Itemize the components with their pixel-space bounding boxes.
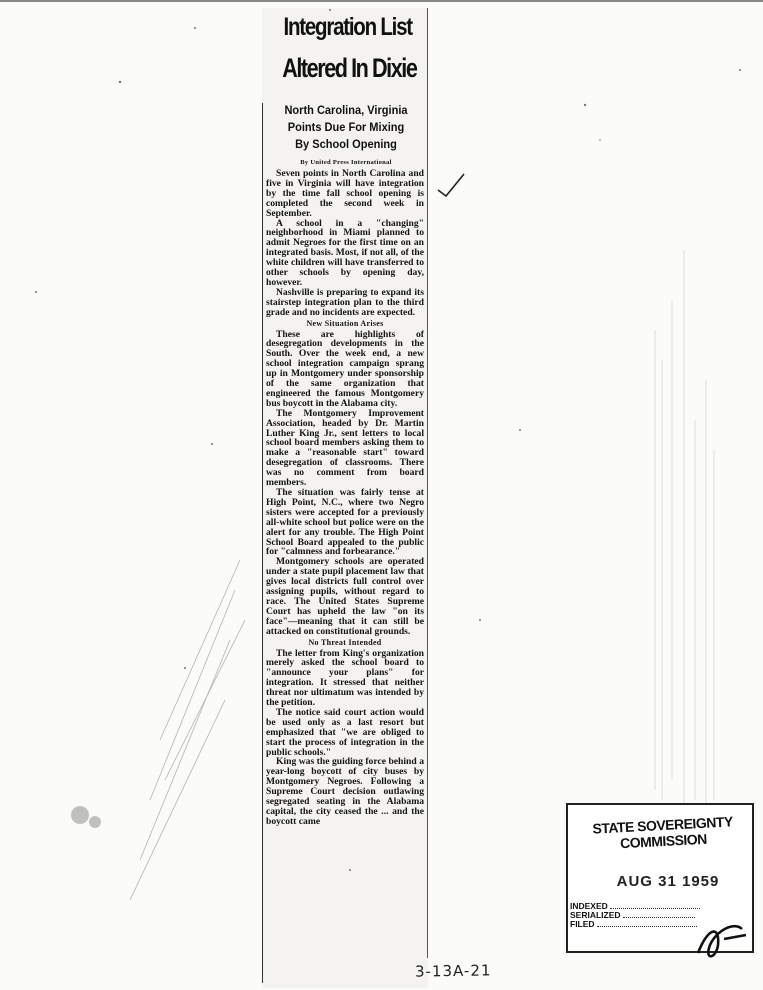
subhead: No Threat Intended (308, 637, 382, 647)
stamp-filed-label: FILED (570, 919, 595, 929)
article-body (266, 169, 424, 827)
stamp-date: AUG 31 1959 (616, 873, 720, 890)
paragraph: These are highlights of desegregation developments in the South. Over the week end, a new school integration campaign sprang up in Montgomery under sponsorship of the same organization that engineered the famous Montgomery bus boycott in the Alabama city. (266, 328, 424, 409)
deck-headline (268, 102, 424, 153)
clipping-right-edge (427, 8, 428, 958)
stamp-serialized-label: SERIALIZED (570, 910, 621, 920)
byline: By United Press International (300, 159, 392, 166)
paragraph: King was the guiding force behind a year-long boycott of city buses by Montgomery Negroes. Following a Supreme Court decision outlawing segregated seating in the Alabama capital, the city ceased the ... and the boycott came (266, 756, 424, 827)
deck-line: By School Opening (295, 137, 397, 151)
paragraph: Nashville is preparing to expand its stairstep integration plan to the third grade and no incidents are expected. (266, 286, 424, 318)
paragraph: A school in a "changing" neighborhood in Miami planned to admit Negroes for the first time on an integrated basis. Most, if not all, of the white children will have transferred to other schools by opening day, however. (266, 217, 424, 288)
paragraph: The notice said court action would be used only as a last resort but emphasized that "we are obliged to start the process of integration in the public schools." (266, 706, 424, 758)
deck-line: North Carolina, Virginia (284, 103, 408, 117)
paragraph: The Montgomery Improvement Association, headed by Dr. Martin Luther King Jr., sent letters to local school board members asking them to make a "reasonable start" toward desegregation of classrooms. There was no comment from board members. (266, 407, 424, 489)
paragraph: Montgomery schools are operated under a state pupil placement law that gives local districts full control over assigning pupils, without regard to race. The United States Supreme Court has upheld the law "on its face"—meaning that it can still be attacked on constitutional grounds. (266, 556, 424, 637)
deck-line: Points Due For Mixing (287, 120, 405, 134)
handwritten-initials-icon (690, 915, 750, 965)
clipping-left-edge (262, 103, 263, 983)
checkmark-icon (436, 170, 466, 200)
headline-line-1: Integration List (283, 13, 412, 41)
stamp-title: STATE SOVEREIGNTY COMMISSION (592, 813, 734, 852)
paragraph: Seven points in North Carolina and five in Virginia will have integration by the time fall school opening is completed the second week in September. (266, 168, 424, 219)
stamp-indexed-label: INDEXED (570, 901, 608, 911)
top-rule (0, 0, 763, 2)
paragraph: The situation was fairly tense at High Point, N.C., where two Negro sisters were accepted for a previously all-white school but police were on the alert for any trouble. The High Point School Board appealed to the public for "calmness and forbearance." (266, 487, 424, 558)
newspaper-clipping (262, 8, 428, 988)
headline-line-2: Altered In Dixie (282, 53, 417, 83)
subhead: New Situation Arises (306, 318, 384, 328)
stamp-filed (570, 920, 697, 929)
handwritten-file-number: 3-13A-21 (414, 961, 492, 981)
paragraph: The letter from King's organization merely asked the school board to "announce your plans" for integration. It stressed that neither threat nor ultimatum was intended by the petition. (266, 647, 424, 709)
